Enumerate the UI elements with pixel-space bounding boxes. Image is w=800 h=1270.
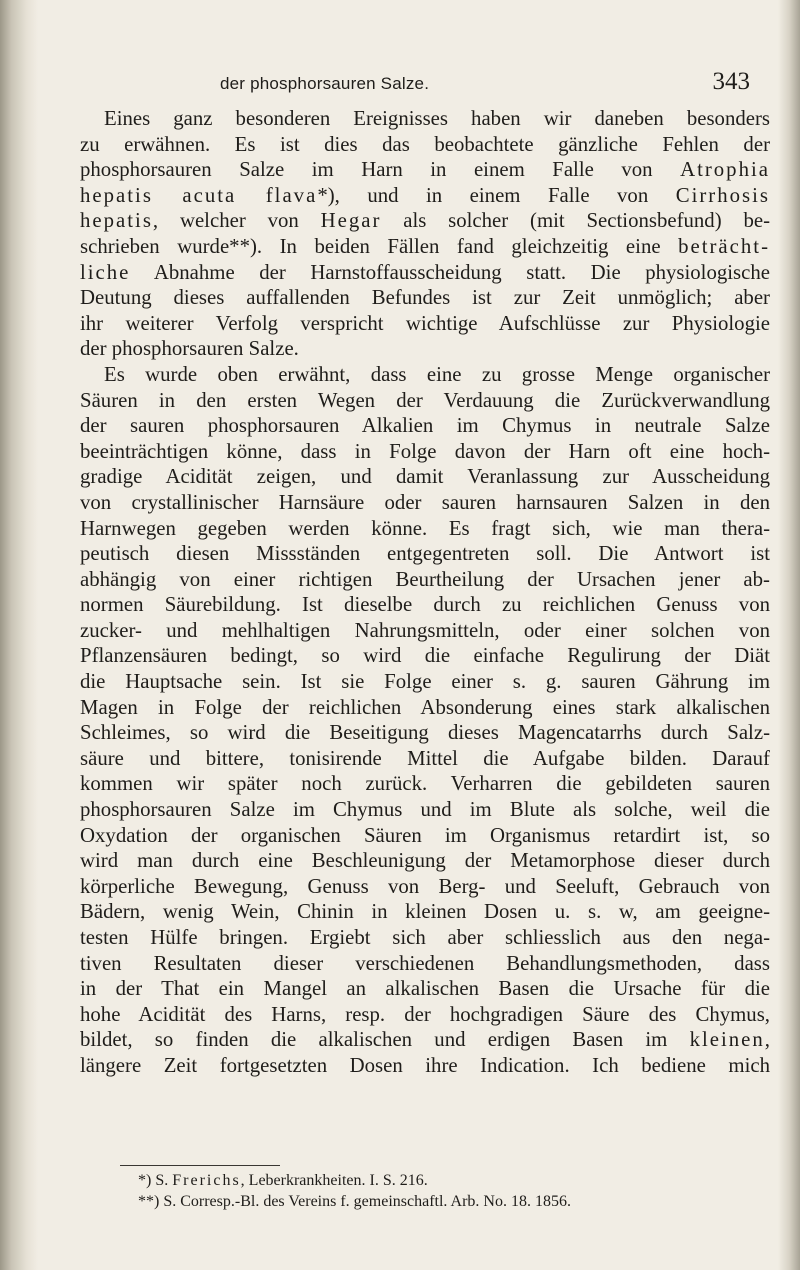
text-line: zu erwähnen. Es ist dies das beobachtete gänzliche Fehlen der — [80, 132, 770, 156]
text-line: phosphorsauren Salze im Chymus und im Blute als solche, weil die — [80, 798, 770, 822]
footnotes — [138, 1170, 778, 1212]
text-line: von crystallinischer Harnsäure oder sauren harnsauren Salzen in den — [80, 490, 770, 514]
spaced-term: hepatis acuta flava — [80, 183, 318, 207]
text-line: hohe Acidität des Harns, resp. der hochgradigen Säure des Chymus, — [80, 1002, 770, 1026]
text-line: hepatis acuta flava*), und in einem Falle von Cirrhosis — [80, 183, 770, 207]
spaced-term: beträcht- — [678, 234, 770, 258]
spaced-term: kleinen — [689, 1028, 765, 1052]
text-line: längere Zeit fortgesetzten Dosen ihre Indication. Ich bediene mich — [80, 1053, 770, 1077]
text-line: der phosphorsauren Salze. — [80, 337, 299, 361]
text-line: Magen in Folge der reichlichen Absonderung eines stark alkalischen — [80, 695, 770, 719]
text-line: Harnwegen gegeben werden könne. Es fragt sich, wie man thera- — [80, 516, 770, 540]
text-line: hepatis, welcher von Hegar als solcher (mit Sectionsbefund) be- — [80, 209, 771, 233]
spaced-name: Frerichs — [172, 1172, 241, 1189]
spaced-name: Hegar — [320, 209, 382, 233]
footnote-2: **) S. Corresp.-Bl. des Vereins f. gemeinschaftl. Arb. No. 18. 1856. — [138, 1193, 571, 1210]
running-title: der phosphorsauren Salze. — [220, 74, 430, 93]
text-line: der sauren phosphorsauren Alkalien im Chymus in neutrale Salze — [80, 414, 770, 438]
text-line: Pflanzensäuren bedingt, so wird die einfache Regulirung der Diät — [80, 644, 770, 668]
footnote-rule — [120, 1165, 280, 1166]
text-line: Säuren in den ersten Wegen der Verdauung die Zurückverwandlung — [80, 388, 770, 412]
page-number: 343 — [712, 68, 750, 95]
spaced-term: liche — [80, 260, 131, 284]
text-line: liche Abnahme der Harnstoffausscheidung statt. Die physiologische — [80, 260, 770, 284]
text-line: beeinträchtigen könne, dass in Folge davon der Harn oft eine hoch- — [80, 439, 770, 463]
page-shadow-right — [778, 0, 800, 1270]
page-header — [220, 68, 750, 100]
text-line: schrieben wurde**). In beiden Fällen fand gleichzeitig eine beträcht- — [80, 234, 770, 258]
text-line: peutisch diesen Missständen entgegentreten soll. Die Antwort ist — [80, 542, 770, 566]
text-line: die Hauptsache sein. Ist sie Folge einer s. g. sauren Gährung im — [80, 670, 770, 694]
text-line: säure und bittere, tonisirende Mittel die Aufgabe bilden. Darauf — [80, 746, 770, 770]
text-line: bildet, so finden die alkalischen und erdigen Basen im kleinen, — [80, 1028, 770, 1052]
text-line: ihr weiterer Verfolg verspricht wichtige Aufschlüsse zur Physiologie — [80, 311, 770, 335]
page-shadow-left — [0, 0, 38, 1270]
text-line: Eines ganz besonderen Ereignisses haben wir daneben besonders — [104, 107, 770, 130]
text-line: wird man durch eine Beschleunigung der Metamorphose dieser durch — [80, 849, 770, 873]
spaced-term: hepatis — [80, 209, 153, 233]
text-line: testen Hülfe bringen. Ergiebt sich aber schliesslich aus den nega- — [80, 926, 770, 949]
spaced-term: Atrophia — [680, 158, 770, 182]
text-line: Es wurde oben erwähnt, dass eine zu grosse Menge organischer — [104, 362, 770, 386]
text-line: tiven Resultaten dieser verschiedenen Behandlungsmethoden, dass — [80, 951, 770, 975]
text-line: Oxydation der organischen Säuren im Organismus retardirt ist, so — [80, 823, 770, 847]
text-line: zucker- und mehlhaltigen Nahrungsmitteln, oder einer solchen von — [80, 618, 770, 642]
spaced-term: Cirrhosis — [675, 183, 770, 207]
text-line: Bädern, wenig Wein, Chinin in kleinen Dosen u. s. w, am geeigne- — [80, 900, 770, 924]
text-line: Deutung dieses auffallenden Befundes ist zur Zeit unmöglich; aber — [80, 286, 770, 310]
text-line: Schleimes, so wird die Beseitigung dieses Magencatarrhs durch Salz- — [80, 721, 770, 745]
text-line: normen Säurebildung. Ist dieselbe durch zu reichlichen Genuss von — [80, 593, 770, 617]
text-line: kommen wir später noch zurück. Verharren die gebildeten sauren — [80, 772, 770, 796]
text-line: gradige Acidität zeigen, und damit Veranlassung zur Ausscheidung — [80, 465, 770, 489]
body-text — [80, 106, 770, 1079]
text-line: in der That ein Mangel an alkalischen Basen die Ursache für die — [80, 977, 770, 1001]
text-line: abhängig von einer richtigen Beurtheilung der Ursachen jener ab- — [80, 567, 770, 591]
footnote-1: *) S. Frerichs, Leberkrankheiten. I. S. 216. — [138, 1172, 428, 1189]
text-line: phosphorsauren Salze im Harn in einem Falle von Atrophia — [80, 158, 770, 182]
text-line: körperliche Bewegung, Genuss von Berg- und Seeluft, Gebrauch von — [80, 874, 770, 898]
